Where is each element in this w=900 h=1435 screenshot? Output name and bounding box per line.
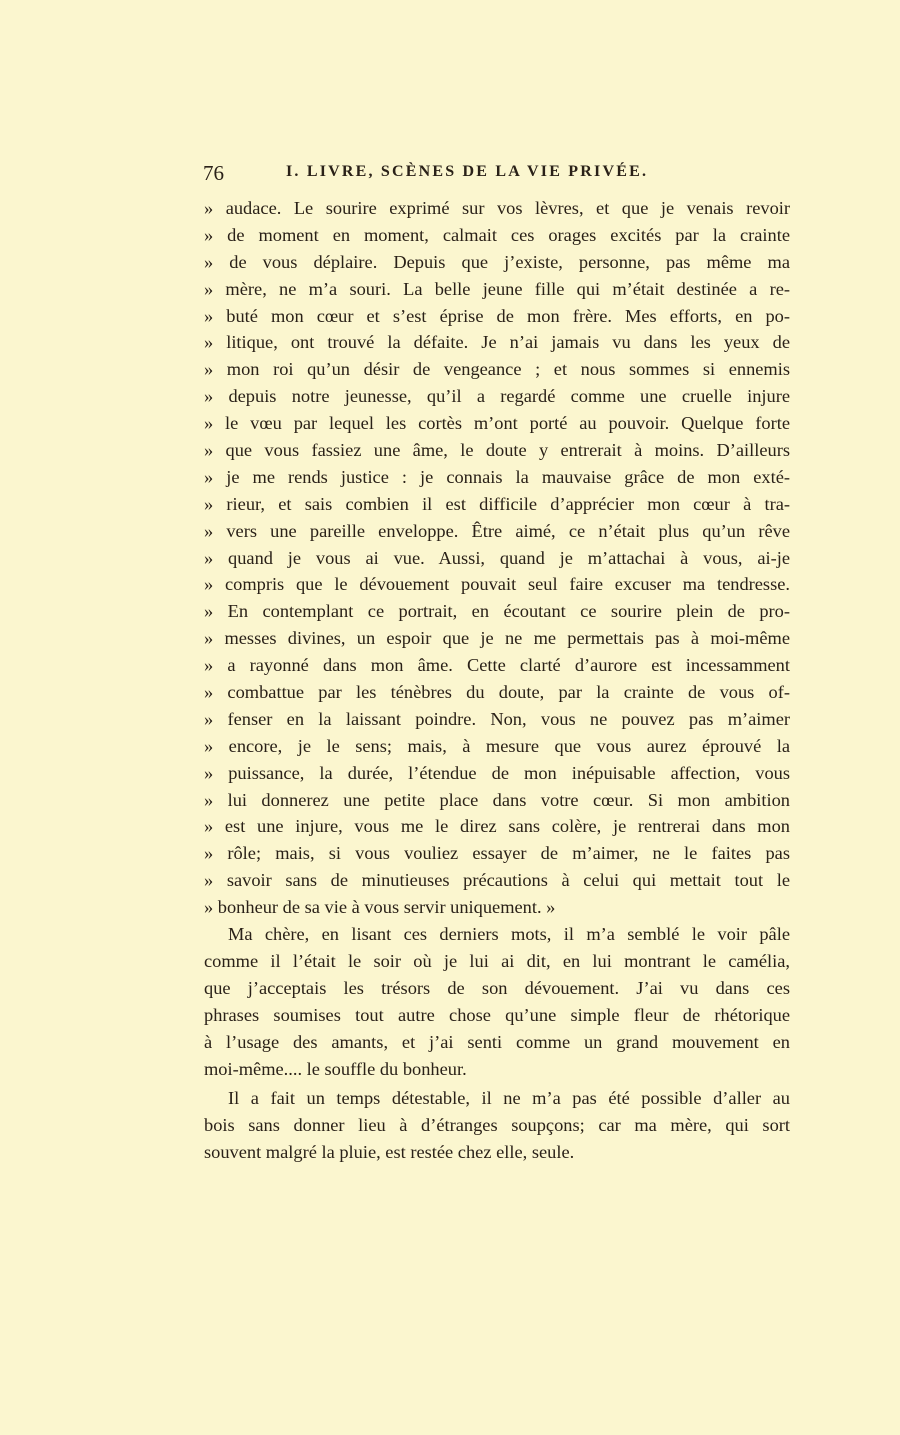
page-number: 76 xyxy=(203,161,224,185)
text-line: » je me rends justice : je connais la mauvaise grâce de mon exté- xyxy=(204,466,790,487)
text-line: » puissance, la durée, l’étendue de mon inépuisable affection, vous xyxy=(204,762,790,783)
running-title: I. LIVRE, SCÈNES DE LA VIE PRIVÉE. xyxy=(286,163,649,180)
text-line: » est une injure, vous me le direz sans colère, je rentrerai dans mon xyxy=(204,816,790,837)
text-line: » que vous fassiez une âme, le doute y entrerait à moins. D’ailleurs xyxy=(204,440,790,461)
text-line: » litique, ont trouvé la défaite. Je n’ai jamais vu dans les yeux de xyxy=(204,332,790,353)
paragraph xyxy=(204,1085,790,1166)
text-line: » le vœu par lequel les cortès m’ont porté au pouvoir. Quelque forte xyxy=(204,413,790,434)
text-line: comme il l’était le soir où je lui ai dit, en lui montrant le camélia, xyxy=(204,950,790,971)
text-line: » depuis notre jeunesse, qu’il a regardé comme une cruelle injure xyxy=(204,386,790,407)
text-line: » encore, je le sens; mais, à mesure que vous aurez éprouvé la xyxy=(204,735,790,756)
text-line: que j’acceptais les trésors de son dévouement. J’ai vu dans ces xyxy=(204,977,790,998)
text-line: moi-même.... le souffle du bonheur. xyxy=(204,1058,467,1079)
text-line: » rôle; mais, si vous vouliez essayer de m’aimer, ne le faites pas xyxy=(204,843,790,864)
text-line: bois sans donner lieu à d’étranges soupçons; car ma mère, qui sort xyxy=(204,1115,790,1136)
text-line: » rieur, et sais combien il est difficile d’apprécier mon cœur à tra- xyxy=(204,493,790,514)
text-line: » En contemplant ce portrait, en écoutant ce sourire plein de pro- xyxy=(204,601,790,622)
text-line: » mère, ne m’a souri. La belle jeune fille qui m’était destinée a re- xyxy=(204,278,790,299)
text-line: » quand je vous ai vue. Aussi, quand je m’attachai à vous, ai-je xyxy=(204,547,790,568)
text-line: phrases soumises tout autre chose qu’une simple fleur de rhétorique xyxy=(204,1004,790,1025)
text-line: » combattue par les ténèbres du doute, par la crainte de vous of- xyxy=(204,682,790,703)
text-line: » savoir sans de minutieuses précautions à celui qui mettait tout le xyxy=(204,870,790,891)
text-line: » messes divines, un espoir que je ne me permettais pas à moi-même xyxy=(204,628,790,649)
page-header xyxy=(203,161,793,185)
text-line: » lui donnerez une petite place dans votre cœur. Si mon ambition xyxy=(204,789,790,810)
text-line: » mon roi qu’un désir de vengeance ; et nous sommes si ennemis xyxy=(204,359,790,380)
text-line: » audace. Le sourire exprimé sur vos lèvres, et que je venais revoir xyxy=(204,198,790,218)
text-line: » fenser en la laissant poindre. Non, vous ne pouvez pas m’aimer xyxy=(204,708,790,729)
text-line: Il a fait un temps détestable, il ne m’a pas été possible d’aller au xyxy=(228,1088,790,1109)
text-line: à l’usage des amants, et j’ai senti comme un grand mouvement en xyxy=(204,1031,790,1052)
text-line: » buté mon cœur et s’est éprise de mon frère. Mes efforts, en po- xyxy=(204,305,790,326)
text-line: » compris que le dévouement pouvait seul faire excuser ma tendresse. xyxy=(204,574,790,595)
text-line: » de moment en moment, calmait ces orages excités par la crainte xyxy=(204,224,790,245)
paragraph xyxy=(204,921,790,1082)
text-line: » a rayonné dans mon âme. Cette clarté d’aurore est incessamment xyxy=(204,655,790,676)
text-line: » de vous déplaire. Depuis que j’existe, personne, pas même ma xyxy=(204,251,790,272)
paragraph xyxy=(204,195,790,921)
text-line: » vers une pareille enveloppe. Être aimé, ce n’était plus qu’un rêve xyxy=(204,520,790,541)
body-text xyxy=(204,195,790,1166)
text-line: » bonheur de sa vie à vous servir uniquement. » xyxy=(204,897,556,918)
text-line: souvent malgré la pluie, est restée chez elle, seule. xyxy=(204,1142,575,1163)
text-line: Ma chère, en lisant ces derniers mots, il m’a semblé le voir pâle xyxy=(228,924,790,945)
